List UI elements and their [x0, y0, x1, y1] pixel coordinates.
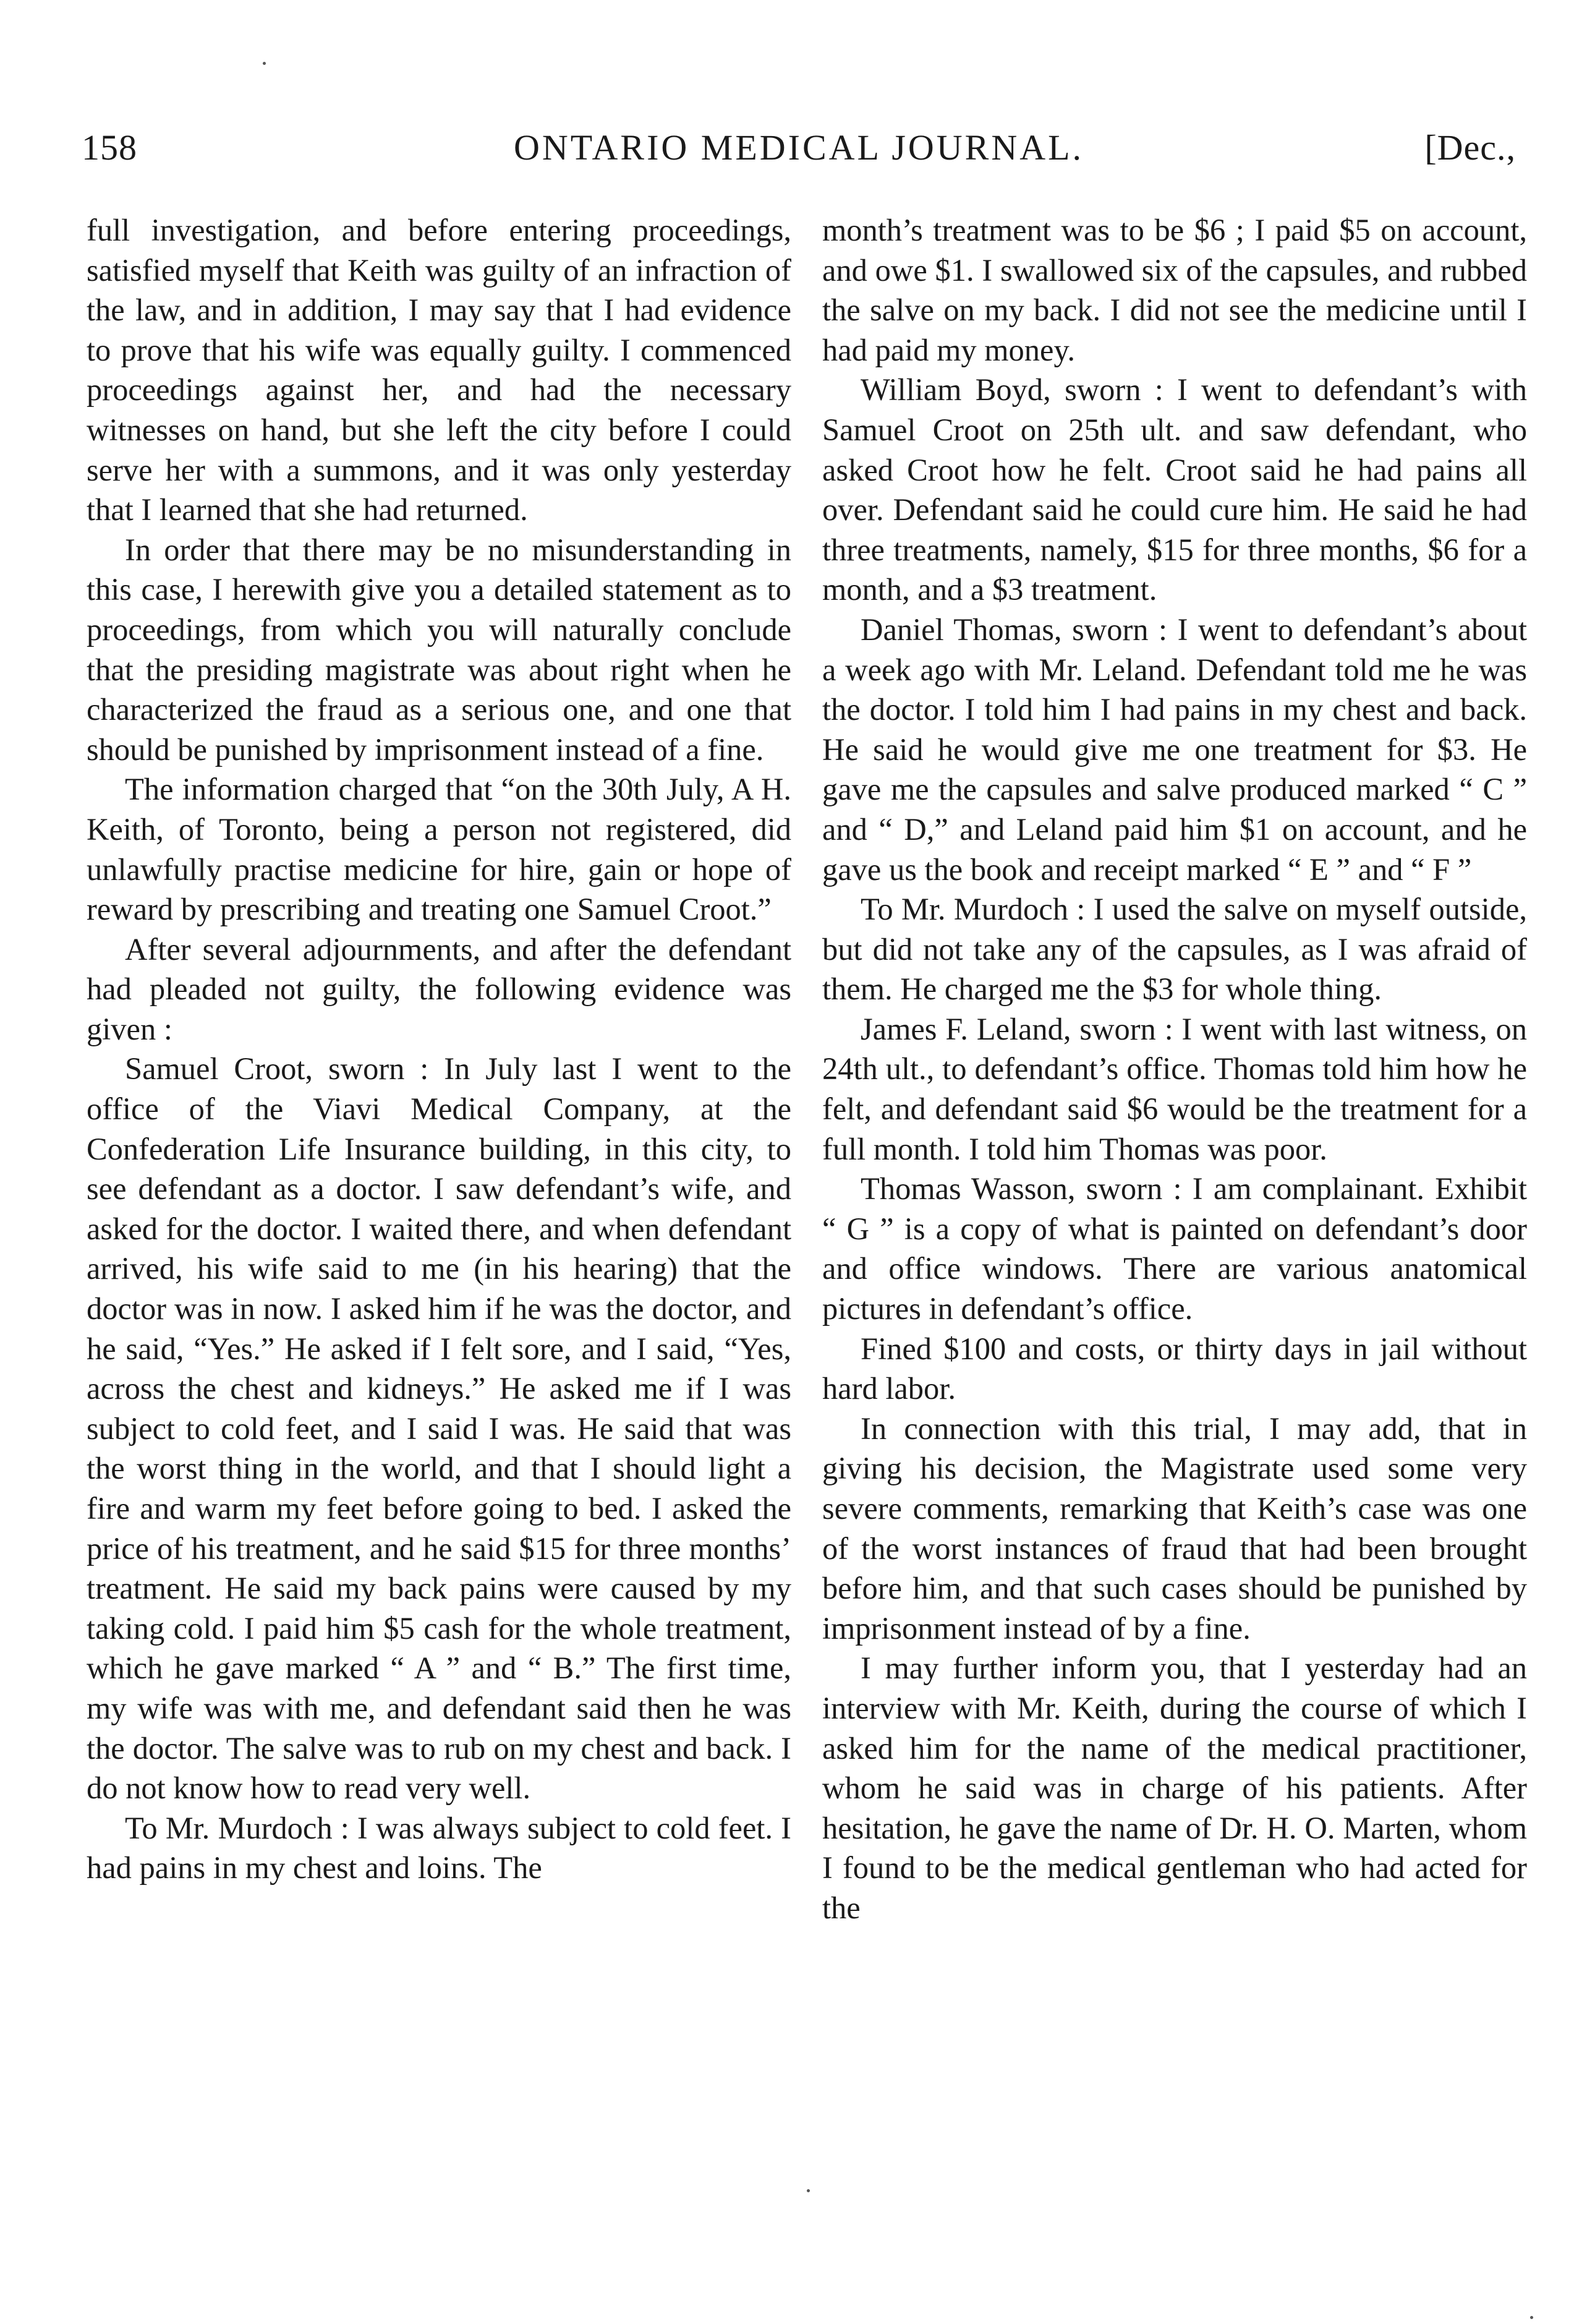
paragraph: In order that there may be no misunderstanding in this case, I herewith give you a detailed statement as to proceedings, from which you will naturally conclude that the presiding magistrate was about right when he characterized the fraud as a serious one, and one that should be punished by imprisonment instead of a fine. [87, 532, 791, 767]
print-speck [1530, 2316, 1533, 2319]
paragraph: James F. Leland, sworn : I went with last witness, on 24th ult., to defendant’s office. Thomas told him how he felt, and defendant said $6 would be the treatment for a full month. I told him Thomas was poor. [822, 1011, 1527, 1166]
paragraph: I may further inform you, that I yesterday had an interview with Mr. Keith, during the course of which I asked him for the name of the medical practitioner, whom he said was in charge of his patients. After hesitation, he gave the name of Dr. H. O. Marten, whom I found to be the medical gentleman who had acted for the [822, 1651, 1527, 1925]
paragraph: Fined $100 and costs, or thirty days in jail without hard labor. [822, 1331, 1527, 1406]
print-speck [263, 62, 266, 65]
paragraph: Daniel Thomas, sworn : I went to defendant’s about a week ago with Mr. Leland. Defendant told me he was the doctor. I told him I had pains in my chest and back. He said he would give me one treatment for $3. He gave me the capsules and salve produced marked “ C ” and “ D,” and Leland paid him $1 on account, and he gave us the book and receipt marked “ E ” and “ F ” [822, 612, 1527, 887]
paragraph: In connection with this trial, I may add, that in giving his decision, the Magistrate used some very severe comments, remarking that Keith’s case was one of the worst instances of fraud that had been brought before him, and that such cases should be punished by imprisonment instead of by a fine. [822, 1411, 1527, 1646]
running-header [82, 127, 1516, 182]
paragraph-continued: full investigation, and before entering proceedings, satisfied myself that Keith was guilty of an infraction of the law, and in addition, I may say that I had evidence to prove that his wife was equally guilty. I commenced proceedings against her, and had the necessary witnesses on hand, but she left the city before I could serve her with a summons, and it was only yesterday that I learned that she had returned. [87, 213, 791, 528]
print-speck [807, 2189, 810, 2192]
left-column [87, 210, 791, 1888]
paragraph: William Boyd, sworn : I went to defendant’s with Samuel Croot on 25th ult. and saw defendant, who asked Croot how he felt. Croot said he had pains all over. Defendant said he could cure him. He said he had three treatments, namely, $15 for three months, $6 for a month, and a $3 treatment. [822, 372, 1527, 607]
issue-month: [Dec., [1424, 127, 1516, 168]
right-column [822, 210, 1527, 1928]
paragraph: To Mr. Murdoch : I used the salve on myself outside, but did not take any of the capsules, as I was afraid of them. He charged me the $3 for whole thing. [822, 892, 1527, 1007]
paragraph: To Mr. Murdoch : I was always subject to cold feet. I had pains in my chest and loins. The [87, 1810, 791, 1886]
paragraph-continued: month’s treatment was to be $6 ; I paid $5 on account, and owe $1. I swallowed six of the capsules, and rubbed the salve on my back. I did not see the medicine until I had paid my money. [822, 213, 1527, 367]
paragraph: Thomas Wasson, sworn : I am complainant. Exhibit “ G ” is a copy of what is painted on defendant’s door and office windows. There are various anatomical pictures in defendant’s office. [822, 1171, 1527, 1326]
journal-title: ONTARIO MEDICAL JOURNAL. [513, 127, 1084, 168]
page-number: 158 [82, 127, 137, 168]
paragraph: Samuel Croot, sworn : In July last I went to the office of the Viavi Medical Company, at the Confederation Life Insurance building, in this city, to see defendant as a doctor. I saw defendant’s wife, and asked for the doctor. I waited there, and when defendant arrived, his wife said to me (in his hearing) that the doctor was in now. I asked him if he was the doctor, and he said, “Yes.” He asked if I felt sore, and I said, “Yes, across the chest and kidneys.” He asked me if I was subject to cold feet, and I said I was. He said that was the worst thing in the world, and that I should light a fire and warm my feet before going to bed. I asked the price of his treatment, and he said $15 for three months’ treatment. He said my back pains were caused by my taking cold. I paid him $5 cash for the whole treatment, which he gave marked “ A ” and “ B.” The first time, my wife was with me, and defendant said then he was the doctor. The salve was to rub on my chest and back. I do not know how to read very well. [87, 1051, 791, 1806]
paragraph: After several adjournments, and after the defendant had pleaded not guilty, the following evidence was given : [87, 931, 791, 1046]
paragraph: The information charged that “on the 30th July, A H. Keith, of Toronto, being a person not registered, did unlawfully practise medicine for hire, gain or hope of reward by prescribing and treating one Samuel Croot.” [87, 772, 791, 927]
